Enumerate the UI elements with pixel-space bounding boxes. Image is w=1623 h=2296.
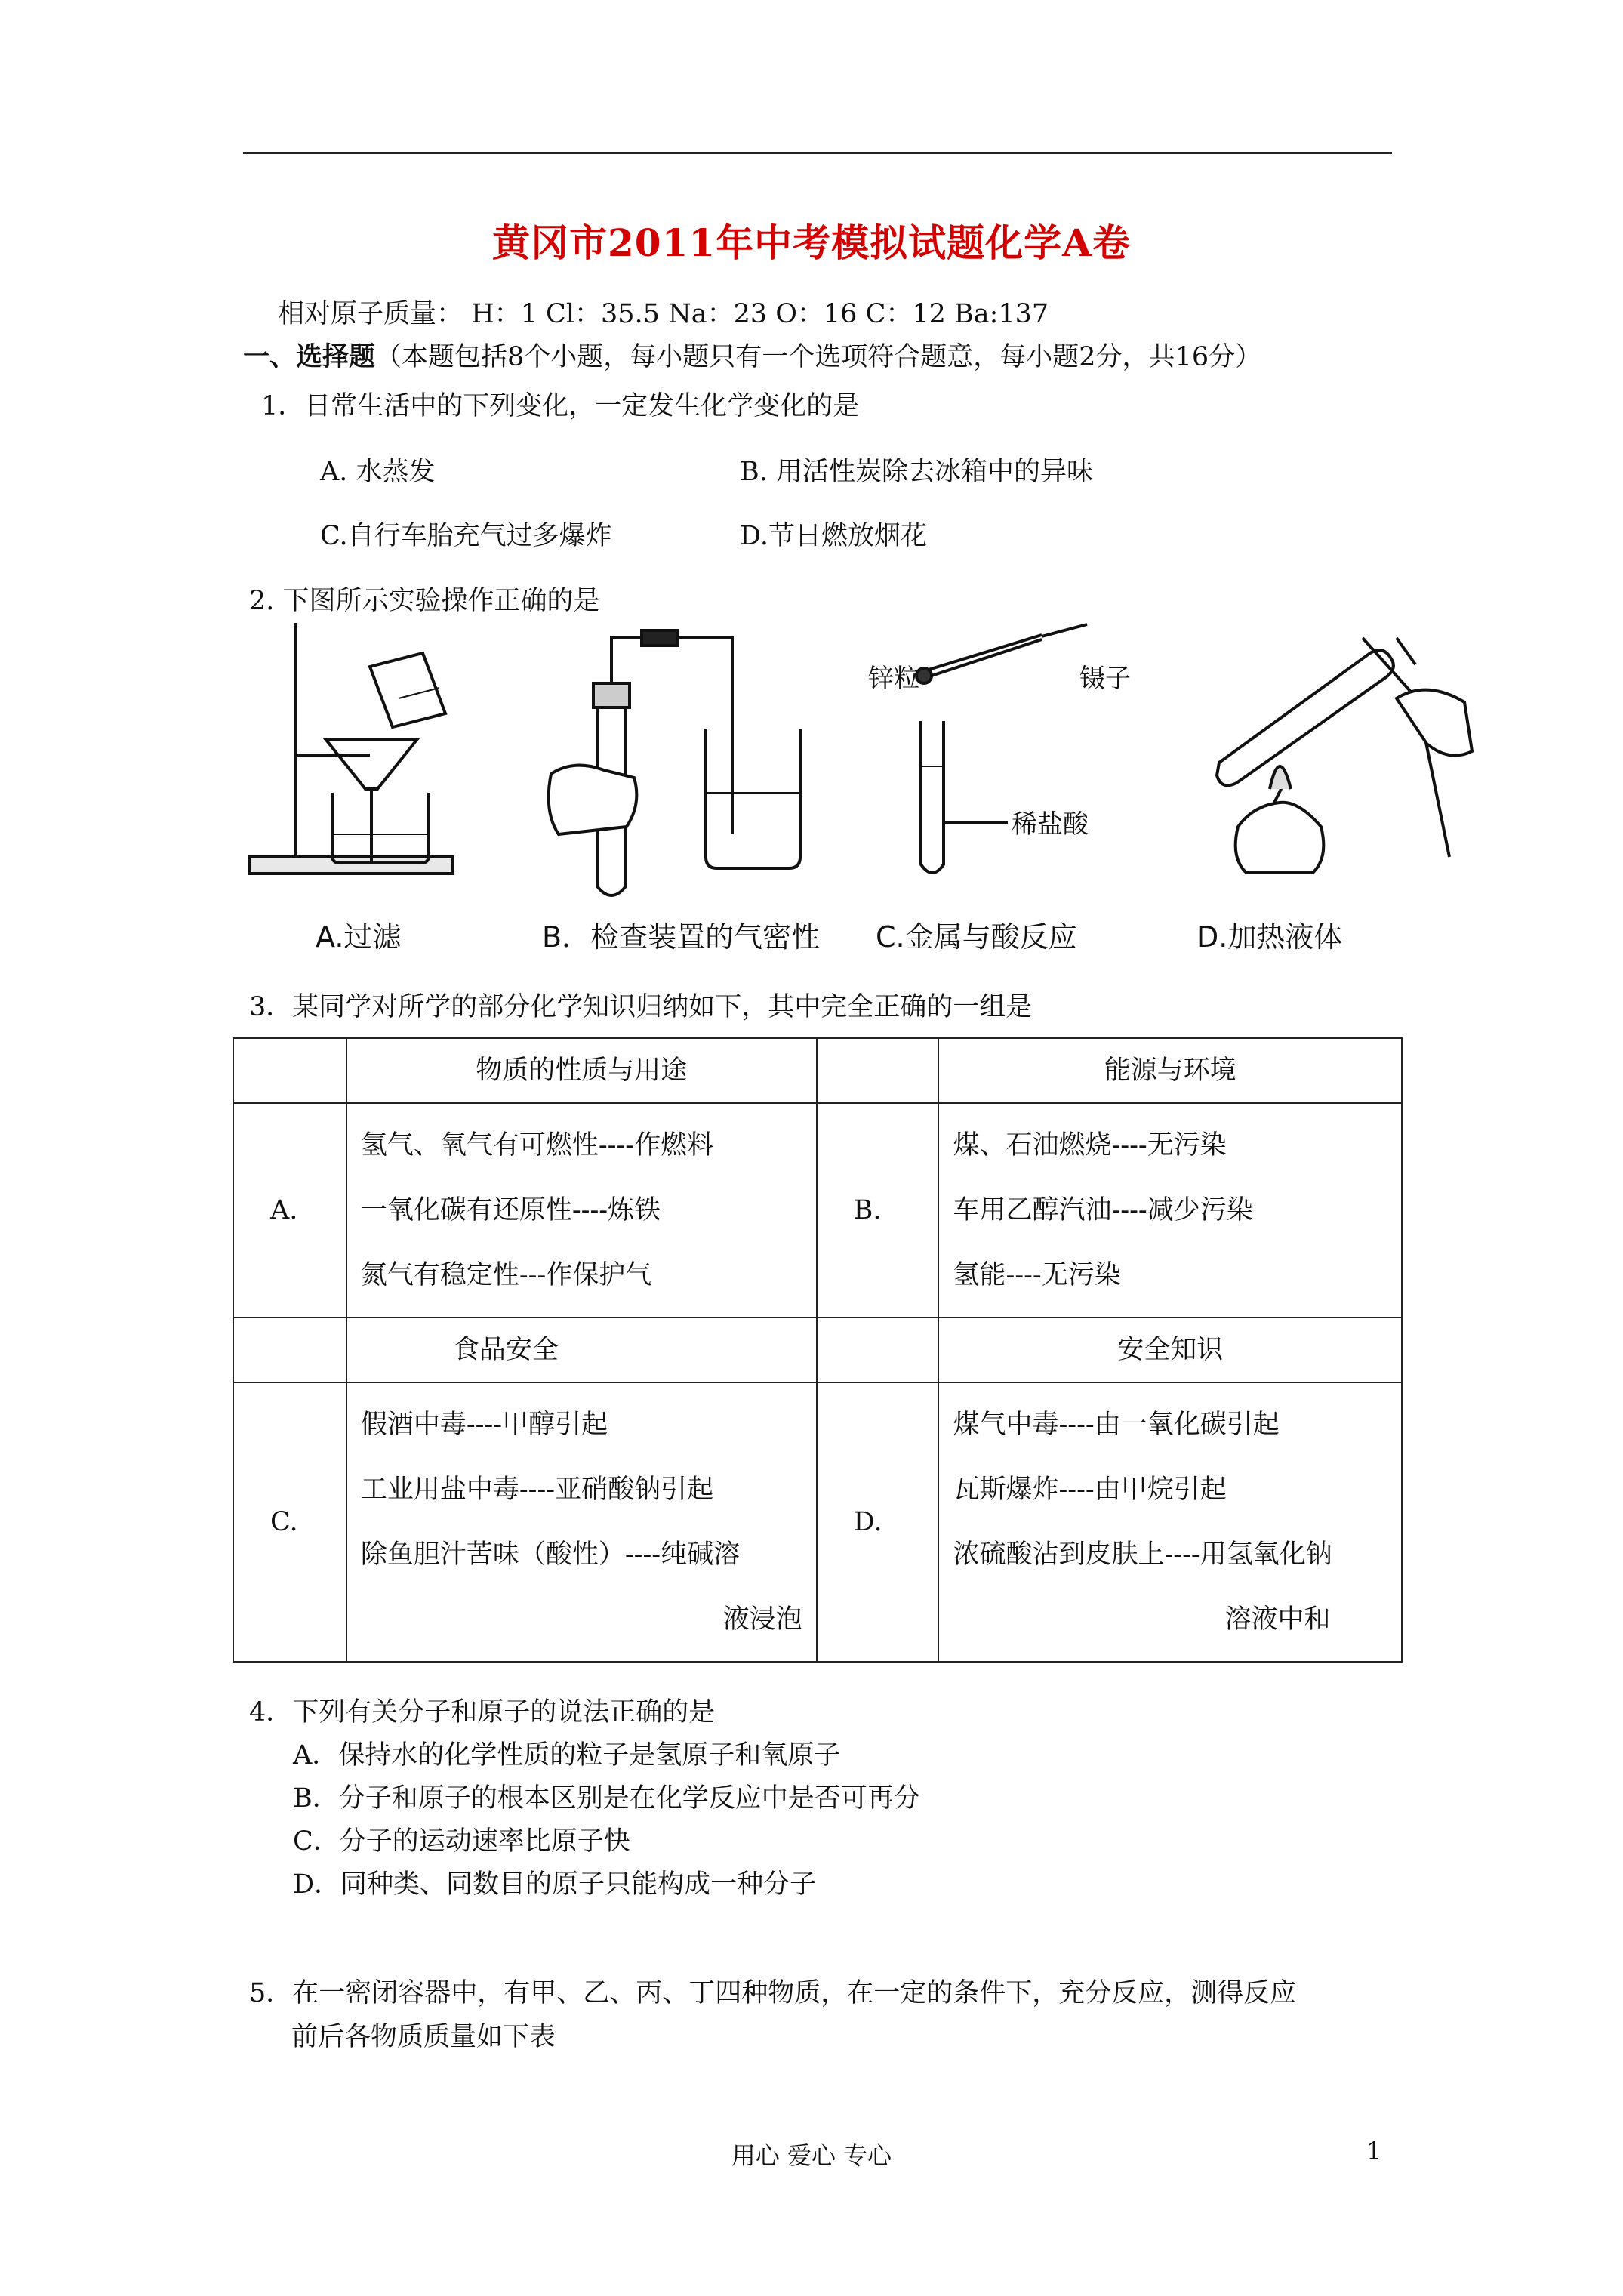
table-cell [233, 1038, 346, 1103]
option-c-line: 假酒中毒----甲醇引起 [360, 1410, 608, 1440]
q1-option-b: B. 用活性炭除去冰箱中的异味 [740, 457, 1093, 487]
page-footer: 用心 爱心 专心 [731, 2141, 892, 2170]
option-c-line: 除鱼胆汁苦味（酸性）----纯碱溶 [360, 1539, 741, 1570]
header-safety-knowledge: 安全知识 [938, 1318, 1402, 1382]
header-energy-environment: 能源与环境 [938, 1038, 1402, 1103]
header-property-use: 物质的性质与用途 [346, 1038, 817, 1103]
caption-a: A.过滤 [316, 920, 402, 954]
q4-option-a: A．保持水的化学性质的粒子是氢原子和氧原子 [293, 1740, 841, 1771]
label-acid: 稀盐酸 [1012, 809, 1089, 840]
option-c-content [346, 1382, 817, 1662]
section-heading-bold: 一、选择题 [243, 341, 376, 372]
q1-option-a: A. 水蒸发 [320, 457, 436, 487]
option-b-label: B. [817, 1103, 939, 1318]
caption-b: B．检查装置的气密性 [542, 920, 821, 954]
page-number: 1 [1366, 2137, 1382, 2165]
option-a-content [346, 1103, 817, 1318]
header-food-safety: 食品安全 [346, 1318, 817, 1382]
q3-table [233, 1037, 1403, 1663]
table-row [233, 1318, 1402, 1382]
q2-stem: 2. 下图所示实验操作正确的是 [249, 586, 600, 616]
option-a-line: 氢气、氧气有可燃性----作燃料 [360, 1130, 714, 1160]
figure-heating-liquid [1178, 608, 1495, 963]
figure-airtightness [528, 608, 845, 963]
figure-metal-acid [853, 608, 1170, 963]
option-a-line: 一氧化碳有还原性----炼铁 [360, 1195, 661, 1225]
q1-stem: 1．日常生活中的下列变化，一定发生化学变化的是 [261, 391, 860, 421]
option-b-content [938, 1103, 1402, 1318]
option-d-content [938, 1382, 1402, 1662]
table-row [233, 1103, 1402, 1318]
option-b-line: 氢能----无污染 [953, 1260, 1121, 1290]
page-title: 黄冈市2011年中考模拟试题化学A卷 [492, 220, 1131, 265]
q5-line2: 前后各物质质量如下表 [291, 2022, 556, 2052]
header-rule [243, 152, 1392, 154]
q4-option-d: D．同种类、同数目的原子只能构成一种分子 [293, 1869, 817, 1900]
q4-option-b: B．分子和原子的根本区别是在化学反应中是否可再分 [293, 1783, 920, 1814]
q4-stem: 4．下列有关分子和原子的说法正确的是 [249, 1697, 716, 1727]
option-a-line: 氮气有稳定性---作保护气 [360, 1260, 652, 1290]
option-b-line: 车用乙醇汽油----减少污染 [953, 1195, 1253, 1225]
option-d-line: 煤气中毒----由一氧化碳引起 [953, 1410, 1280, 1440]
caption-d: D.加热液体 [1196, 920, 1343, 954]
table-row [233, 1382, 1402, 1662]
option-d-line: 浓硫酸沾到皮肤上----用氢氧化钠 [953, 1539, 1332, 1570]
option-a-label: A. [233, 1103, 346, 1318]
label-zinc: 锌粒 [868, 664, 919, 694]
option-d-line: 瓦斯爆炸----由甲烷引起 [953, 1475, 1227, 1505]
section-heading-rest: （本题包括8个小题，每小题只有一个选项符合题意，每小题2分，共16分） [375, 342, 1262, 372]
option-c-line: 工业用盐中毒----亚硝酸钠引起 [360, 1475, 714, 1505]
option-c-line: 液浸泡 [722, 1604, 802, 1635]
label-tweezers: 镊子 [1079, 664, 1131, 694]
table-row [233, 1038, 1402, 1103]
option-d-label: D. [817, 1382, 939, 1662]
option-d-line: 溶液中和 [1224, 1604, 1331, 1635]
table-cell [817, 1038, 939, 1103]
table-cell [817, 1318, 939, 1382]
q1-option-c: C.自行车胎充气过多爆炸 [320, 521, 612, 551]
table-cell [233, 1318, 346, 1382]
q3-stem: 3．某同学对所学的部分化学知识归纳如下，其中完全正确的一组是 [249, 992, 1033, 1022]
q1-option-d: D.节日燃放烟花 [740, 521, 927, 551]
q4-option-c: C．分子的运动速率比原子快 [293, 1826, 630, 1857]
q5-line1: 5．在一密闭容器中，有甲、乙、丙、丁四种物质，在一定的条件下，充分反应，测得反应 [249, 1978, 1297, 2008]
section-heading [243, 336, 1261, 374]
atomic-masses: 相对原子质量： H：1 Cl：35.5 Na：23 O：16 C：12 Ba:137 [278, 299, 1049, 329]
option-b-line: 煤、石油燃烧----无污染 [953, 1130, 1227, 1160]
figure-filtration [242, 608, 559, 963]
option-c-label: C. [233, 1382, 346, 1662]
caption-c: C.金属与酸反应 [876, 920, 1077, 954]
